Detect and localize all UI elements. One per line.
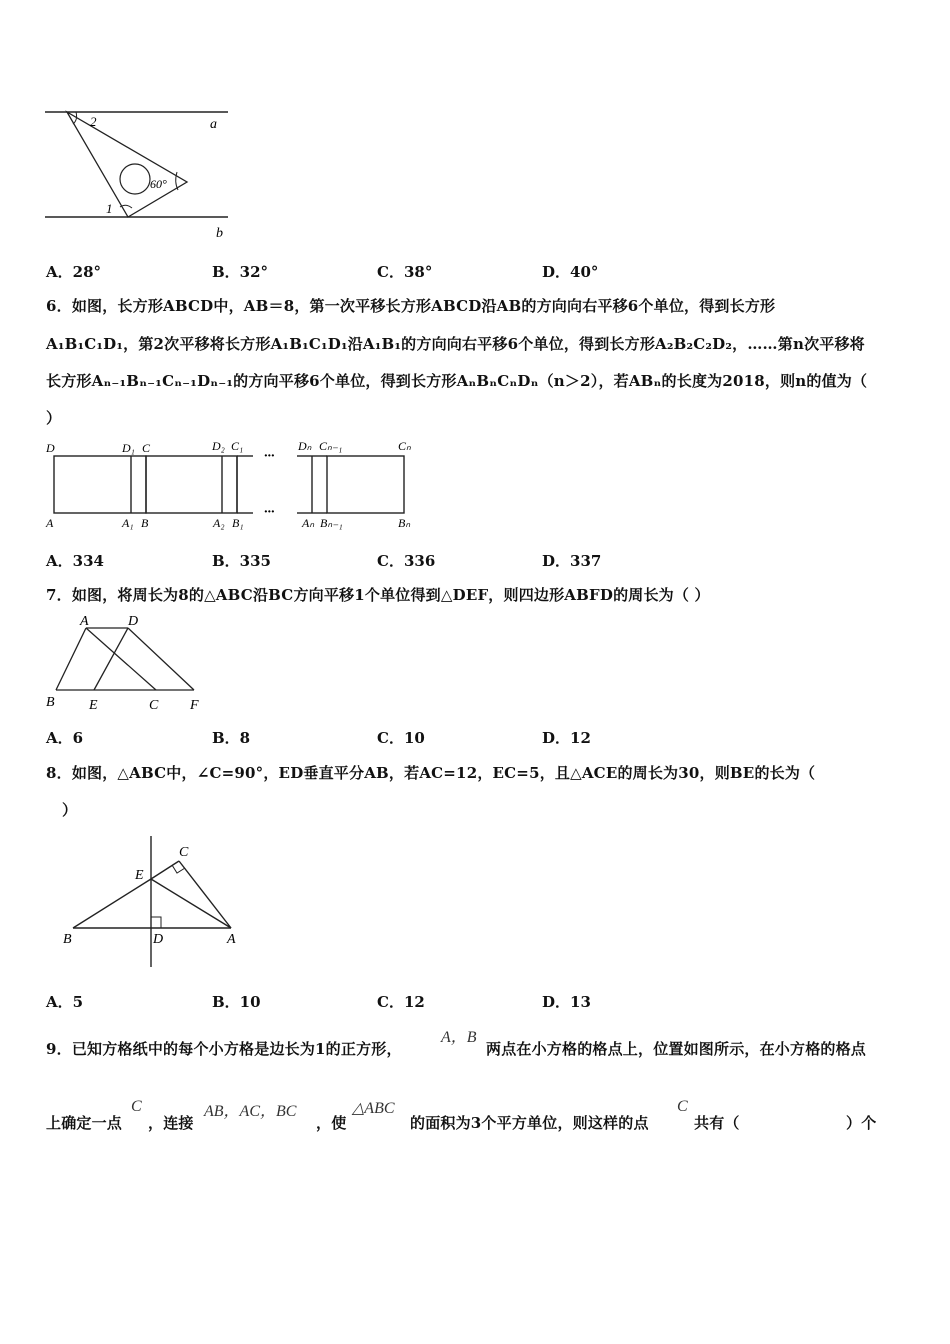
q8-stem-line1: 8．如图，△ABC中，∠C=90°，ED垂直平分AB，若AC=12，EC=5，且△ACE的周长为30，则BE的长为（: [46, 764, 816, 782]
q5-angle60-label: 60°: [150, 177, 167, 191]
q7-seg-df: [128, 628, 194, 690]
q8-option-a[interactable]: A．5: [46, 993, 84, 1011]
q6-label-bn-1: Bₙ₋₁: [320, 516, 343, 530]
q7-label-b: B: [46, 695, 55, 710]
q9-math-segs: AB，AC，BC: [204, 1103, 297, 1120]
q8-label-d: D: [153, 932, 164, 947]
q6-label-d2: D₂: [212, 439, 225, 453]
q5-option-c[interactable]: C．38°: [377, 263, 433, 281]
q6-option-b[interactable]: B．335: [212, 552, 271, 570]
q6-label-d1: D₁: [122, 441, 135, 455]
q6-stem-line4: ）: [46, 409, 62, 427]
q6-dots-bottom: ···: [264, 505, 275, 520]
q6-label-bn: Bₙ: [398, 516, 411, 530]
q8-seg-ea: [151, 879, 231, 928]
q6-dots-top: ···: [264, 449, 275, 464]
q8-stem-line2: ）: [62, 801, 78, 819]
q6-label-cn: Cₙ: [398, 439, 411, 453]
q6-label-d: D: [46, 441, 55, 455]
q8-label-b: B: [63, 932, 72, 947]
q8-label-c: C: [179, 845, 189, 860]
q6-label-b: B: [141, 516, 149, 530]
q7-label-a: A: [80, 614, 89, 629]
q7-seg-ac: [86, 628, 156, 690]
q8-right-angle-d: [151, 917, 161, 928]
q6-label-b1: B₁: [232, 516, 244, 530]
q6-label-an: Aₙ: [302, 516, 315, 530]
q6-label-a: A: [46, 516, 54, 530]
q9-math-triangle: △ABC: [352, 1100, 395, 1117]
q8-option-c[interactable]: C．12: [377, 993, 425, 1011]
q5-angle1-label: 1: [106, 201, 113, 216]
q7-seg-ab: [56, 628, 86, 690]
q7-label-e: E: [89, 698, 98, 713]
q7-option-c[interactable]: C．10: [377, 729, 425, 747]
q7-stem: 7．如图，将周长为8的△ABC沿BC方向平移1个单位得到△DEF，则四边形ABFD的周长为（ ）: [46, 586, 710, 604]
q6-option-a[interactable]: A．334: [46, 552, 104, 570]
q7-option-d[interactable]: D．12: [542, 729, 591, 747]
q6-option-c[interactable]: C．336: [377, 552, 436, 570]
q9-math-ab: A，B: [441, 1029, 477, 1046]
q6-stem-line3: 长方形Aₙ₋₁Bₙ₋₁Cₙ₋₁Dₙ₋₁的方向平移6个单位，得到长方形AₙBₙCₙDₙ（n＞2），若ABₙ的长度为2018，则n的值为（: [46, 372, 868, 390]
q6-label-a2: A₂: [213, 516, 225, 530]
q9-stem-part8: ）个: [846, 1114, 877, 1132]
q6-stem-line2: A₁B₁C₁D₁，第2次平移将长方形A₁B₁C₁D₁沿A₁B₁的方向向右平移6个单位，得到长方形A₂B₂C₂D₂，……第n次平移将: [46, 335, 865, 353]
q9-math-c: C: [131, 1098, 142, 1115]
q5-circle: [120, 164, 150, 194]
q7-option-b[interactable]: B．8: [212, 729, 251, 747]
q6-rect-a1b1c1d1: [146, 456, 237, 513]
q9-stem-part1: 9．已知方格纸中的每个小方格是边长为1的正方形，: [46, 1040, 402, 1058]
q8-option-d[interactable]: D．13: [542, 993, 591, 1011]
q6-label-c1: C₁: [231, 439, 244, 453]
q9-stem-part7: 共有（: [694, 1114, 740, 1132]
q7-label-c: C: [149, 698, 159, 713]
q5-figure: [40, 100, 240, 245]
q8-figure: [55, 832, 245, 972]
q7-option-a[interactable]: A．6: [46, 729, 84, 747]
q5-angle2-label: 2: [90, 114, 97, 129]
q9-math-c2: C: [677, 1098, 688, 1115]
q7-figure: [42, 612, 212, 716]
q8-option-b[interactable]: B．10: [212, 993, 261, 1011]
q5-triangle: [67, 112, 187, 217]
q5-line-b-label: b: [216, 226, 223, 241]
q6-rect-anbncndn: [327, 456, 404, 513]
q8-label-a: A: [227, 932, 236, 947]
q7-seg-de: [94, 628, 128, 690]
q6-stem-line1: 6．如图，长方形ABCD中，AB＝8，第一次平移长方形ABCD沿AB的方向向右平移6个单位，得到长方形: [46, 297, 776, 315]
q6-figure: [40, 436, 430, 532]
q5-line-a-label: a: [210, 117, 217, 132]
q6-rect-abcd: [54, 456, 146, 513]
q8-label-e: E: [135, 868, 144, 883]
q9-stem-part3: 上确定一点: [46, 1114, 123, 1132]
q6-label-a1: A₁: [122, 516, 134, 530]
q5-option-a[interactable]: A．28°: [46, 263, 102, 281]
q9-stem-part6: 的面积为3个平方单位，则这样的点: [410, 1114, 649, 1132]
q6-label-cn-1: Cₙ₋₁: [319, 439, 343, 453]
q6-option-d[interactable]: D．337: [542, 552, 602, 570]
q5-option-d[interactable]: D．40°: [542, 263, 599, 281]
q9-stem-part5: ，使: [316, 1114, 347, 1132]
q7-label-d: D: [128, 614, 139, 629]
q8-seg-be: [73, 879, 151, 928]
q6-label-dn: Dₙ: [298, 439, 312, 453]
q5-option-b[interactable]: B．32°: [212, 263, 269, 281]
q7-label-f: F: [190, 698, 199, 713]
q9-stem-part4: ，连接: [148, 1114, 194, 1132]
q8-seg-ca: [179, 861, 231, 928]
q9-stem-part2: 两点在小方格的格点上，位置如图所示，在小方格的格点: [486, 1040, 867, 1058]
q6-label-c: C: [142, 441, 151, 455]
